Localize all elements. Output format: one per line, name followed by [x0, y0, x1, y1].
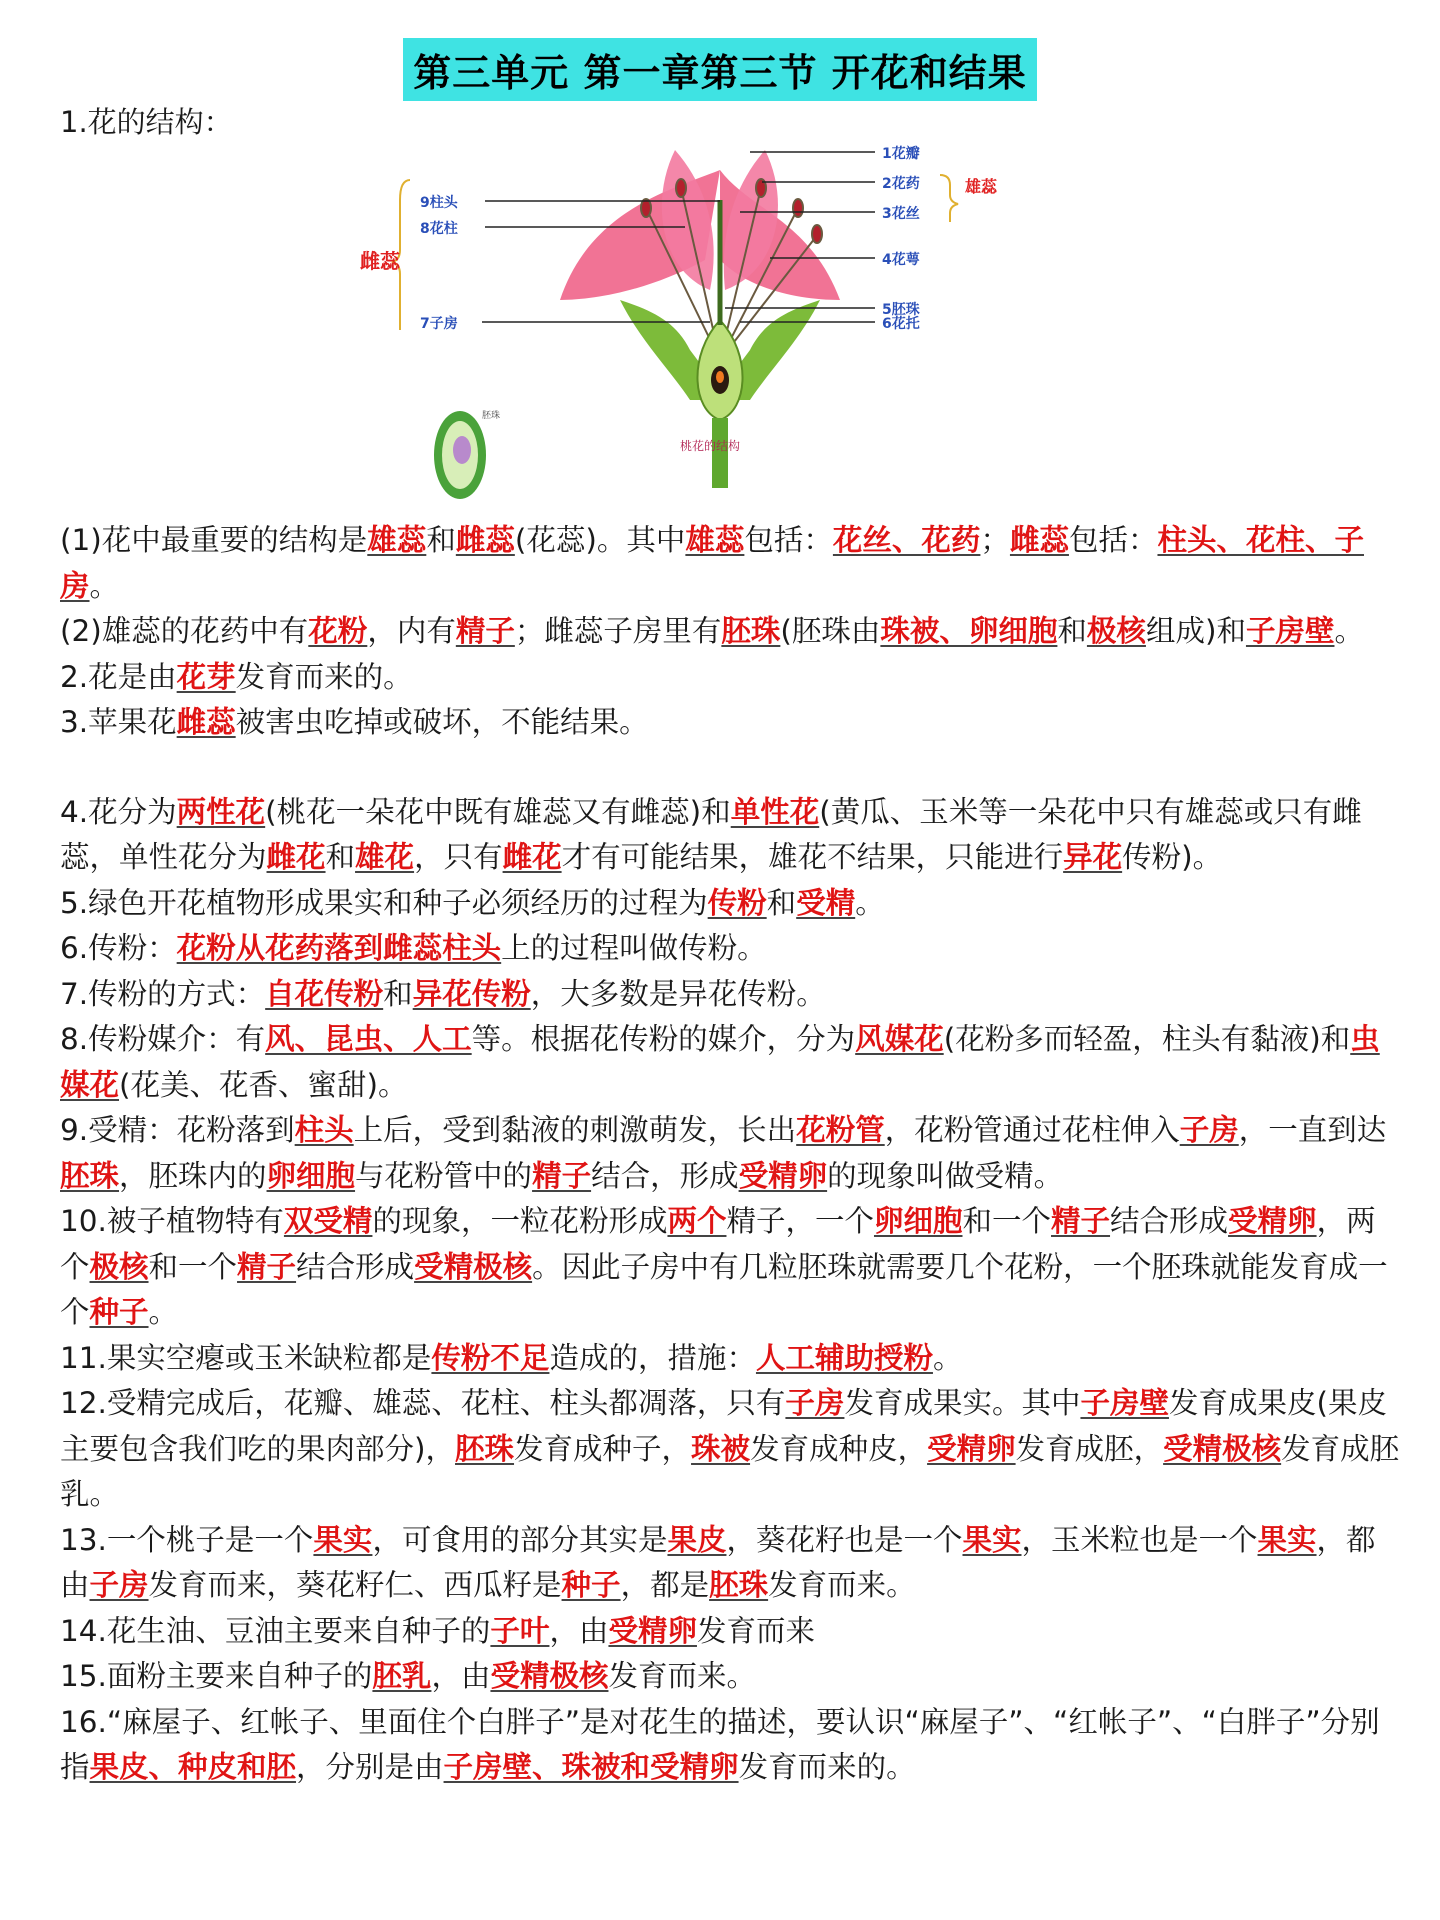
key-term: 受精卵: [738, 1158, 828, 1193]
text-segment: 16.“麻屋子、红帐子、里面住个白胖子”是对花生的描述，要认识“麻屋子”、“红帐子”、“白胖子”分别指: [60, 1704, 1380, 1784]
text-segment: 发育而来。: [768, 1568, 916, 1602]
text-segment: 被害虫吃掉或破坏，不能结果。: [235, 705, 649, 739]
key-term: 子房: [785, 1386, 845, 1420]
text-segment: ，由: [431, 1659, 491, 1693]
text-segment: 和: [383, 976, 413, 1011]
key-term: 两个: [667, 1204, 727, 1238]
text-segment: 。: [1334, 614, 1364, 648]
key-term: 卵细胞: [266, 1158, 356, 1193]
flower-structure-diagram: [360, 146, 1040, 510]
key-term: 雌花: [502, 840, 562, 874]
key-term: 珠被: [691, 1431, 751, 1466]
text-segment: (桃花一朵花中既有雄蕊又有雌蕊)和: [265, 794, 731, 829]
text-segment: ，由: [549, 1613, 609, 1648]
note-paragraph: [60, 1108, 1400, 1199]
note-paragraph: [60, 1017, 1400, 1108]
text-segment: ，大多数是异花传粉。: [530, 976, 826, 1011]
key-term: 胚珠: [60, 1158, 120, 1193]
text-segment: 3.苹果花: [60, 705, 177, 739]
key-term: 卵细胞: [873, 1204, 963, 1238]
key-term: 受精卵: [927, 1431, 1016, 1466]
text-segment: ，都由: [60, 1522, 1376, 1602]
text-segment: ，都是: [620, 1568, 710, 1602]
text-segment: 7.传粉的方式：: [60, 976, 266, 1011]
label-pistil: 雌蕊: [360, 249, 400, 273]
text-segment: 2.花是由: [60, 659, 177, 694]
text-segment: 。: [148, 1295, 179, 1329]
key-term: 风媒花: [855, 1022, 944, 1056]
text-segment: 组成)和: [1145, 614, 1246, 648]
label-filament: 3花丝: [882, 206, 920, 222]
text-segment: (花蕊)。其中: [514, 523, 686, 557]
key-term: 雌蕊: [455, 523, 515, 557]
text-segment: 发育成种子，: [514, 1431, 692, 1466]
text-segment: 发育成种皮，: [750, 1431, 928, 1466]
key-term: 子房壁: [1245, 614, 1335, 648]
text-segment: ，可食用的部分其实是: [372, 1522, 668, 1557]
label-anther: 2花药: [882, 176, 920, 192]
text-segment: 结合形成: [1110, 1204, 1229, 1238]
text-segment: 10.被子植物特有: [60, 1204, 284, 1238]
key-term: 雌蕊: [176, 705, 236, 739]
title-bar: [0, 38, 1440, 101]
text-segment: 9.受精：花粉落到: [60, 1113, 295, 1147]
text-segment: 4.花分为: [60, 794, 177, 829]
text-segment: ，内有: [367, 614, 456, 648]
text-segment: 。: [932, 1340, 963, 1375]
label-style: 8花柱: [420, 221, 458, 237]
text-segment: 精子，一个: [726, 1204, 874, 1238]
text-segment: 造成的，措施：: [549, 1340, 756, 1375]
text-segment: ，一直到达: [1238, 1113, 1387, 1147]
key-term: 花芽: [176, 659, 236, 694]
note-paragraph: [60, 1700, 1400, 1791]
key-term: 胚珠: [709, 1568, 769, 1602]
text-segment: 。: [89, 568, 120, 603]
text-segment: 发育成果皮(果皮主要包含我们吃的果肉部分)，: [60, 1386, 1387, 1466]
text-segment: 和: [766, 885, 797, 920]
text-segment: 的现象叫做受精。: [827, 1158, 1064, 1193]
text-segment: 上的过程叫做传粉。: [501, 931, 767, 965]
key-term: 精子: [1051, 1204, 1111, 1238]
note-paragraph: [60, 881, 1400, 927]
text-segment: 和: [1057, 614, 1087, 648]
text-segment: 12.受精完成后，花瓣、雄蕊、花柱、柱头都凋落，只有: [60, 1386, 786, 1420]
key-term: 子房壁: [1080, 1386, 1169, 1420]
key-term: 单性花: [730, 794, 820, 829]
key-term: 受精卵: [608, 1613, 697, 1648]
text-segment: ，胚珠内的: [119, 1158, 267, 1193]
key-term: 种子: [561, 1568, 621, 1602]
key-term: 异花传粉: [412, 976, 531, 1011]
note-paragraph: [60, 790, 1400, 881]
key-term: 花粉从花药落到雌蕊柱头: [176, 931, 502, 965]
key-term: 精子: [237, 1249, 297, 1284]
text-segment: 14.花生油、豆油主要来自种子的: [60, 1613, 491, 1648]
key-term: 风、昆虫、人工: [265, 1022, 472, 1056]
text-segment: 传粉)。: [1122, 840, 1223, 874]
text-segment: ，两个: [60, 1204, 1376, 1284]
text-segment: (2)雄蕊的花药中有: [60, 614, 309, 648]
key-term: 雌蕊: [1009, 523, 1069, 557]
text-segment: 才有可能结果，雄花不结果，只能进行: [561, 840, 1064, 874]
key-term: 极核: [1086, 614, 1146, 648]
text-segment: 与花粉管中的: [355, 1158, 533, 1193]
text-segment: 结合形成: [296, 1249, 415, 1284]
label-ovary: 7子房: [420, 316, 458, 332]
key-term: 花粉: [308, 614, 368, 648]
key-term: 雄花: [355, 840, 415, 874]
text-segment: 。: [855, 885, 885, 920]
text-segment: 发育成果实。其中: [844, 1386, 1081, 1420]
key-term: 传粉不足: [431, 1340, 550, 1375]
section-heading: 1.花的结构：: [60, 105, 233, 139]
text-segment: 发育而来。: [608, 1659, 756, 1693]
key-term: 两性花: [176, 794, 266, 829]
key-term: 胚珠: [455, 1431, 515, 1466]
key-term: 珠被、卵细胞: [880, 614, 1058, 648]
note-paragraph: [60, 1654, 1400, 1700]
key-term: 异花: [1063, 840, 1123, 874]
key-term: 果实: [313, 1522, 373, 1557]
key-term: 受精极核: [414, 1249, 533, 1284]
note-paragraph: [60, 609, 1400, 655]
text-segment: 和: [325, 840, 356, 874]
text-segment: (花粉多而轻盈，柱头有黏液)和: [943, 1022, 1351, 1056]
key-term: 受精卵: [1228, 1204, 1317, 1238]
key-term: 子房壁、珠被和受精卵: [443, 1750, 739, 1784]
note-paragraph: [60, 1336, 1400, 1382]
text-segment: ，只有: [414, 840, 503, 874]
text-segment: 发育而来，葵花籽仁、西瓜籽是: [148, 1568, 562, 1602]
text-segment: 15.面粉主要来自种子的: [60, 1659, 373, 1693]
text-segment: ，玉米粒也是一个: [1021, 1522, 1258, 1557]
key-term: 人工辅助授粉: [755, 1340, 933, 1375]
key-term: 果皮、种皮和胚: [89, 1750, 297, 1784]
key-term: 受精极核: [490, 1659, 609, 1693]
text-segment: 结合，形成: [591, 1158, 739, 1193]
key-term: 雄蕊: [367, 523, 427, 557]
text-segment: (黄瓜、玉米等一朵花中只有雄蕊或只有雌蕊，单性花分为: [60, 794, 1362, 874]
key-term: 自花传粉: [265, 976, 384, 1011]
key-term: 雌花: [266, 840, 326, 874]
key-term: 子房: [89, 1568, 149, 1602]
text-segment: 包括：: [1068, 523, 1158, 557]
key-term: 雄蕊: [685, 523, 745, 557]
note-paragraph: [60, 1381, 1400, 1518]
text-segment: 的现象，一粒花粉形成: [372, 1204, 668, 1238]
stem-shape: [712, 418, 728, 488]
label-receptacle: 6花托: [882, 316, 920, 332]
label-stamen: 雄蕊: [965, 177, 998, 196]
text-segment: 发育成胚，: [1015, 1431, 1164, 1466]
note-paragraph: [60, 926, 1400, 972]
key-term: 受精: [796, 885, 856, 920]
text-segment: 和一个: [962, 1204, 1052, 1238]
key-term: 极核: [89, 1249, 149, 1284]
text-segment: ；: [980, 523, 1010, 557]
text-segment: 11.果实空瘪或玉米缺粒都是: [60, 1340, 432, 1375]
text-segment: ，花粉管通过花柱伸入: [884, 1113, 1180, 1147]
text-segment: ，分别是由: [296, 1750, 444, 1784]
key-term: 果实: [1257, 1522, 1317, 1557]
label-ovule: 5胚珠: [882, 302, 920, 318]
note-paragraph: [60, 1518, 1400, 1609]
text-segment: 上后，受到黏液的刺激萌发，长出: [353, 1113, 797, 1147]
text-segment: 发育而来: [696, 1613, 815, 1648]
text-segment: 等。根据花传粉的媒介，分为: [471, 1022, 856, 1056]
text-segment: (1)花中最重要的结构是: [60, 523, 368, 557]
text-segment: 5.绿色开花植物形成果实和种子必须经历的过程为: [60, 885, 708, 920]
key-term: 花丝、花药: [832, 523, 981, 557]
key-term: 虫媒花: [60, 1022, 1380, 1102]
note-paragraph: [60, 518, 1400, 609]
key-term: 胚珠: [721, 614, 781, 648]
key-term: 果实: [962, 1522, 1022, 1557]
text-segment: 6.传粉：: [60, 931, 177, 965]
note-paragraph: [60, 700, 1400, 746]
text-segment: 包括：: [744, 523, 833, 557]
key-term: 传粉: [707, 885, 767, 920]
key-term: 柱头: [294, 1113, 354, 1147]
notes-body: [60, 518, 1400, 1791]
text-segment: 和一个: [148, 1249, 238, 1284]
text-segment: 和: [426, 523, 456, 557]
note-paragraph: [60, 655, 1400, 701]
key-term: 受精极核: [1163, 1431, 1282, 1466]
flower-diagram-svg: [360, 146, 1040, 510]
key-term: 种子: [89, 1295, 149, 1329]
text-segment: ；雌蕊子房里有: [514, 614, 722, 648]
text-segment: 。因此子房中有几粒胚珠就需要几个花粉，一个胚珠就能发育成一个: [60, 1249, 1388, 1329]
key-term: 精子: [455, 614, 515, 648]
text-segment: 发育而来的。: [738, 1750, 916, 1784]
text-segment: ，葵花籽也是一个: [726, 1522, 963, 1557]
key-term: 果皮: [667, 1522, 727, 1557]
diagram-caption: 桃花的结构: [680, 439, 741, 453]
key-term: 双受精: [283, 1204, 373, 1238]
text-segment: 8.传粉媒介：有: [60, 1022, 266, 1056]
text-segment: (胚珠由: [780, 614, 881, 648]
note-paragraph: [60, 972, 1400, 1018]
label-ovule-small: 胚珠: [482, 411, 501, 421]
key-term: 花粉管: [796, 1113, 885, 1147]
paragraph-gap: [60, 746, 1400, 790]
key-term: 胚乳: [372, 1659, 432, 1693]
text-segment: 发育成胚乳。: [60, 1431, 1400, 1511]
text-segment: 13.一个桃子是一个: [60, 1522, 314, 1557]
note-paragraph: [60, 1199, 1400, 1336]
label-sepal: 4花萼: [882, 252, 920, 268]
key-term: 子房: [1179, 1113, 1239, 1147]
page-title: 第三单元 第一章第三节 开花和结果: [403, 38, 1036, 101]
text-segment: (花美、花香、蜜甜)。: [119, 1067, 408, 1102]
label-stigma: 9柱头: [420, 195, 458, 211]
key-term: 精子: [532, 1158, 592, 1193]
key-term: 柱头、花柱、子房: [60, 523, 1364, 603]
note-paragraph: [60, 1609, 1400, 1655]
text-segment: 发育而来的。: [235, 659, 413, 694]
key-term: 子叶: [490, 1613, 550, 1648]
label-petal: 1花瓣: [882, 146, 920, 162]
